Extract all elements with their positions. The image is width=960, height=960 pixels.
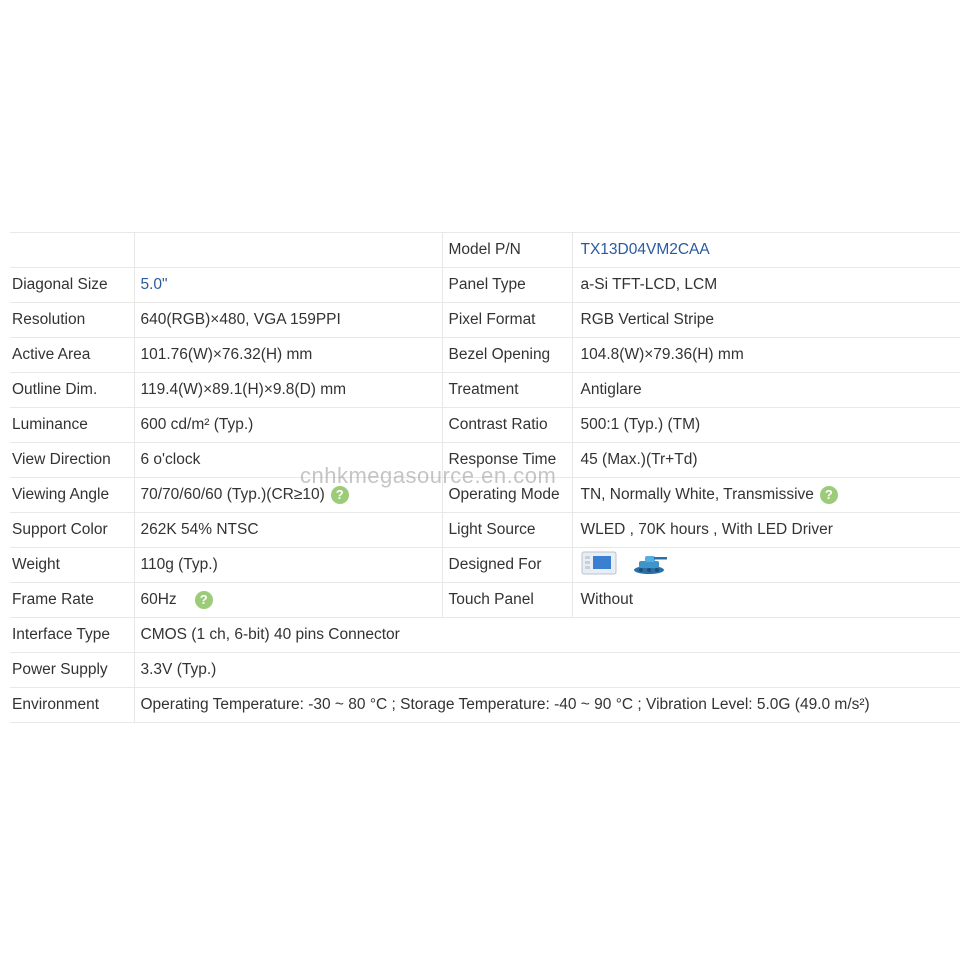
spec-label: Contrast Ratio xyxy=(442,408,572,443)
spec-label: Pixel Format xyxy=(442,303,572,338)
table-row xyxy=(10,443,960,478)
spec-label: Viewing Angle xyxy=(10,478,134,513)
spec-value-cell xyxy=(134,478,442,513)
spec-value: 60Hz xyxy=(140,591,177,609)
help-icon[interactable]: ? xyxy=(331,486,349,504)
spec-label: Frame Rate xyxy=(10,583,134,618)
spec-label: Light Source xyxy=(442,513,572,548)
empty-cell xyxy=(10,233,134,268)
spec-value: a-Si TFT-LCD, LCM xyxy=(572,268,960,303)
spec-label: Power Supply xyxy=(10,653,134,688)
spec-label: Support Color xyxy=(10,513,134,548)
spec-value: 640(RGB)×480, VGA 159PPI xyxy=(134,303,442,338)
spec-value: 45 (Max.)(Tr+Td) xyxy=(572,443,960,478)
spec-value: 110g (Typ.) xyxy=(134,548,442,583)
designed-for-icons xyxy=(572,548,960,583)
table-row xyxy=(10,338,960,373)
table-row xyxy=(10,653,960,688)
model-value-link[interactable]: TX13D04VM2CAA xyxy=(572,233,960,268)
table-row xyxy=(10,408,960,443)
spec-label: Active Area xyxy=(10,338,134,373)
spec-value: 3.3V (Typ.) xyxy=(134,653,960,688)
spec-label: Touch Panel xyxy=(442,583,572,618)
help-icon[interactable]: ? xyxy=(195,591,213,609)
table-row xyxy=(10,268,960,303)
spec-value: 6 o'clock xyxy=(134,443,442,478)
spec-value: 119.4(W)×89.1(H)×9.8(D) mm xyxy=(134,373,442,408)
spec-value: RGB Vertical Stripe xyxy=(572,303,960,338)
spec-label: Panel Type xyxy=(442,268,572,303)
table-row xyxy=(10,548,960,583)
spec-label: Response Time xyxy=(442,443,572,478)
spec-value-cell xyxy=(572,478,960,513)
table-row xyxy=(10,513,960,548)
spec-value: Antiglare xyxy=(572,373,960,408)
spec-value-cell xyxy=(134,583,442,618)
spec-value: 101.76(W)×76.32(H) mm xyxy=(134,338,442,373)
spec-label: Diagonal Size xyxy=(10,268,134,303)
spec-value: Without xyxy=(572,583,960,618)
spec-label: Treatment xyxy=(442,373,572,408)
table-row xyxy=(10,303,960,338)
spec-label: Interface Type xyxy=(10,618,134,653)
model-label: Model P/N xyxy=(442,233,572,268)
table-row xyxy=(10,583,960,618)
spec-label: Weight xyxy=(10,548,134,583)
spec-value: WLED , 70K hours , With LED Driver xyxy=(572,513,960,548)
table-row xyxy=(10,618,960,653)
table-row xyxy=(10,233,960,268)
spec-label: Outline Dim. xyxy=(10,373,134,408)
help-icon[interactable]: ? xyxy=(820,486,838,504)
table-row xyxy=(10,478,960,513)
spec-table xyxy=(10,232,960,723)
spec-value: 600 cd/m² (Typ.) xyxy=(134,408,442,443)
spec-value: 70/70/60/60 (Typ.)(CR≥10) xyxy=(140,486,325,504)
spec-label: Luminance xyxy=(10,408,134,443)
table-row xyxy=(10,688,960,723)
spec-label: Resolution xyxy=(10,303,134,338)
spec-value: 262K 54% NTSC xyxy=(134,513,442,548)
spec-value: Operating Temperature: -30 ~ 80 °C ; Storage Temperature: -40 ~ 90 °C ; Vibration Level: 5.0G (49.0 m/s²) xyxy=(134,688,960,723)
spec-value-link[interactable]: 5.0" xyxy=(134,268,442,303)
spec-label: View Direction xyxy=(10,443,134,478)
instrument-display-icon[interactable] xyxy=(581,550,619,581)
spec-value: TN, Normally White, Transmissive xyxy=(580,486,814,504)
empty-cell xyxy=(134,233,442,268)
spec-value: 500:1 (Typ.) (TM) xyxy=(572,408,960,443)
tank-icon[interactable] xyxy=(631,550,669,581)
table-row xyxy=(10,373,960,408)
spec-label: Operating Mode xyxy=(442,478,572,513)
spec-label: Environment xyxy=(10,688,134,723)
watermark: cnhkmegasource.en.com xyxy=(300,463,557,488)
spec-label: Designed For xyxy=(442,548,572,583)
spec-label: Bezel Opening xyxy=(442,338,572,373)
spec-value: CMOS (1 ch, 6-bit) 40 pins Connector xyxy=(134,618,960,653)
spec-value: 104.8(W)×79.36(H) mm xyxy=(572,338,960,373)
